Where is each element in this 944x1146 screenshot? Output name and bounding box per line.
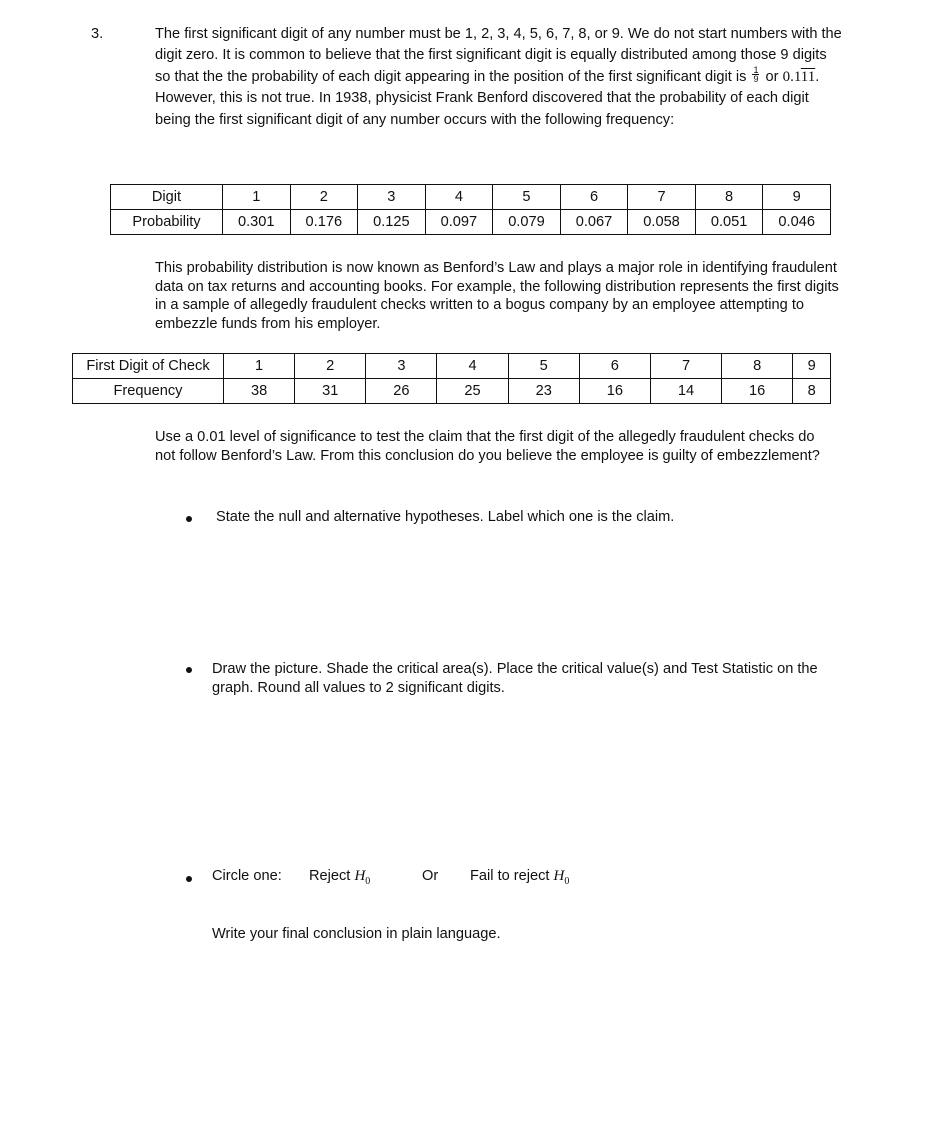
bullet-dot <box>186 516 192 522</box>
probability-cell: 0.176 <box>290 210 358 235</box>
check-digit-row <box>73 354 831 379</box>
null-hypothesis-symbol <box>354 868 371 887</box>
check-digit-cell: 8 <box>722 354 793 379</box>
probability-cell: 0.051 <box>695 210 763 235</box>
digit-cell: 6 <box>560 185 628 210</box>
probability-cell: 0.301 <box>223 210 291 235</box>
digit-cell: 8 <box>695 185 763 210</box>
probability-cell: 0.079 <box>493 210 561 235</box>
repeating-decimal <box>783 69 816 85</box>
null-hypothesis-symbol <box>553 868 570 887</box>
probability-cell: 0.046 <box>763 210 831 235</box>
check-digit-cell: 1 <box>224 354 295 379</box>
digit-cell: 5 <box>493 185 561 210</box>
fail-text: Fail to reject <box>470 868 550 884</box>
probability-cell: 0.067 <box>560 210 628 235</box>
digit-cell: 4 <box>425 185 493 210</box>
intro-text-2: . However, this is not true. In 1938, physicist Frank Benford discovered that the probability of each digit being the first significant digit of any number occurs with the following frequency: <box>155 68 820 128</box>
frequency-cell: 16 <box>579 379 650 404</box>
check-digit-cell: 9 <box>793 354 831 379</box>
circle-one-label: Circle one: <box>212 868 282 884</box>
reject-text: Reject <box>309 868 351 884</box>
benford-table <box>110 184 831 235</box>
check-frequency-table <box>72 353 831 404</box>
digit-cell: 1 <box>223 185 291 210</box>
final-conclusion-prompt: Write your final conclusion in plain language. <box>212 926 501 942</box>
frequency-cell: 8 <box>793 379 831 404</box>
or-label: Or <box>422 868 439 884</box>
check-digit-cell: 5 <box>508 354 579 379</box>
bullet-dot <box>186 876 192 882</box>
h-subscript: 0 <box>365 876 371 887</box>
hypotheses-prompt: State the null and alternative hypotheses. Label which one is the claim. <box>216 509 675 525</box>
decimal-repeat: 11 <box>800 68 816 85</box>
frequency-header: Frequency <box>73 379 224 404</box>
h-letter: H <box>553 868 565 884</box>
probability-header: Probability <box>111 210 223 235</box>
decimal-prefix: 0.1 <box>782 68 801 85</box>
fraction-denominator: 9 <box>753 74 759 85</box>
draw-picture-prompt: Draw the picture. Shade the critical area(s). Place the critical value(s) and Test Statistic on the graph. Round all values to 2 significant digits. <box>212 661 818 696</box>
frequency-cell: 31 <box>295 379 366 404</box>
intro-text-1: The first significant digit of any number must be 1, 2, 3, 4, 5, 6, 7, 8, or 9. We do not start numbers with the digit zero. It is common to believe that the first significant digit is equally distributed among those 9 digits so that the the probability of each digit appearing in the position of the first significant digit is <box>155 26 842 85</box>
question-number: 3. <box>91 26 104 42</box>
benford-law-paragraph: This probability distribution is now known as Benford’s Law and plays a major role in identifying fraudulent data on tax returns and accounting books. For example, the following distribution represents the first digits in a sample of allegedly fraudulent checks written to a bogus company by an employee attempting to embezzle funds from his employer. <box>155 260 839 332</box>
check-frequency-row <box>73 379 831 404</box>
probability-cell: 0.097 <box>425 210 493 235</box>
probability-cell: 0.125 <box>358 210 426 235</box>
intro-paragraph <box>155 24 845 131</box>
h-letter: H <box>354 868 366 884</box>
reject-option[interactable] <box>309 868 370 887</box>
check-digit-cell: 3 <box>366 354 437 379</box>
bullet-dot <box>186 667 192 673</box>
frequency-cell: 25 <box>437 379 508 404</box>
digit-cell: 3 <box>358 185 426 210</box>
frequency-cell: 23 <box>508 379 579 404</box>
probability-cell: 0.058 <box>628 210 696 235</box>
digit-cell: 2 <box>290 185 358 210</box>
benford-digit-row <box>111 185 831 210</box>
h-subscript: 0 <box>564 876 570 887</box>
frequency-cell: 16 <box>722 379 793 404</box>
first-digit-header: First Digit of Check <box>73 354 224 379</box>
check-digit-cell: 4 <box>437 354 508 379</box>
check-digit-cell: 7 <box>650 354 721 379</box>
fraction-numerator: 1 <box>753 65 759 76</box>
frequency-cell: 14 <box>650 379 721 404</box>
or-text: or <box>765 68 779 85</box>
one-ninth-fraction <box>752 66 759 83</box>
check-digit-cell: 6 <box>579 354 650 379</box>
digit-cell: 7 <box>628 185 696 210</box>
frequency-cell: 38 <box>224 379 295 404</box>
claim-paragraph: Use a 0.01 level of significance to test the claim that the first digit of the allegedly fraudulent checks do not follow Benford’s Law. From this conclusion do you believe the employee is guilty of embezzlement? <box>155 429 820 464</box>
benford-probability-row <box>111 210 831 235</box>
frequency-cell: 26 <box>366 379 437 404</box>
digit-header: Digit <box>111 185 223 210</box>
check-digit-cell: 2 <box>295 354 366 379</box>
digit-cell: 9 <box>763 185 831 210</box>
fail-to-reject-option[interactable] <box>470 868 569 887</box>
